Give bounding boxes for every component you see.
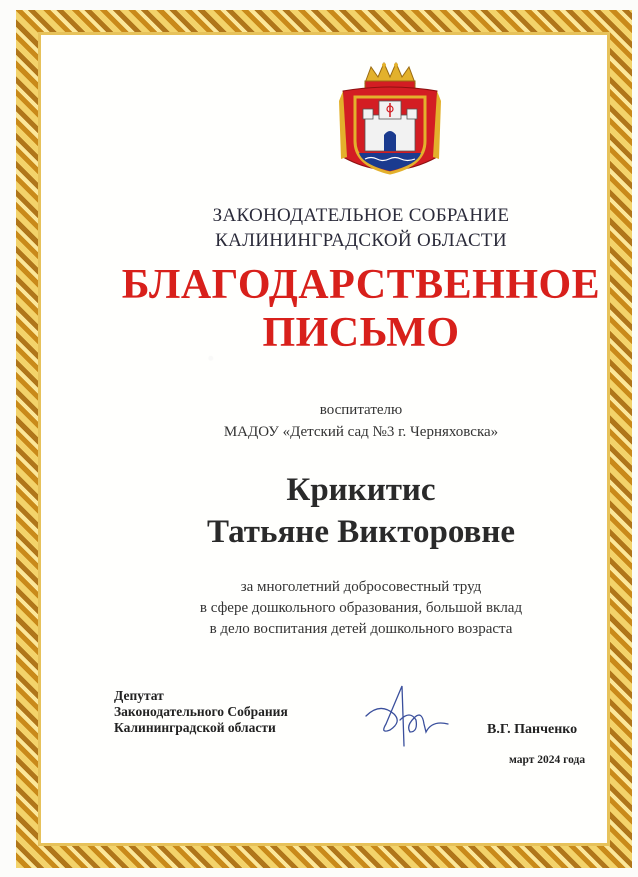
issue-date: март 2024 года (509, 754, 586, 766)
reason-line-3: в дело воспитания детей дошкольного возраста (209, 621, 513, 637)
organization-name (101, 203, 621, 253)
recipient-given-names: Татьяне Викторовне (206, 514, 516, 550)
award-reason (101, 577, 621, 640)
coat-of-arms-icon (337, 61, 443, 179)
title-line-2: ПИСЬМО (262, 310, 460, 356)
signer-name: В.Г. Панченко (487, 722, 578, 737)
recipient-position (101, 399, 621, 443)
reason-line-2: в сфере дошкольного образования, большой вклад (199, 600, 523, 616)
organization-line-2: КАЛИНИНГРАДСКОЙ ОБЛАСТИ (215, 230, 507, 251)
recipient-institution: МАДОУ «Детский сад №3 г. Черняховска» (223, 424, 499, 440)
handwritten-signature (362, 680, 452, 750)
organization-line-1: ЗАКОНОДАТЕЛЬНОЕ СОБРАНИЕ (212, 205, 510, 226)
reason-line-1: за многолетний добросовестный труд (240, 579, 482, 595)
signer-title-line-2: Законодательного Собрания (114, 704, 288, 719)
recipient-name (101, 469, 621, 553)
signer-title-line-3: Калининградской области (114, 720, 276, 735)
signer-title-line-1: Депутат (114, 688, 164, 703)
recipient-surname: Крикитис (286, 472, 436, 508)
title-line-1: БЛАГОДАРСТВЕННОЕ (121, 262, 601, 308)
signer-position (114, 688, 288, 736)
recipient-role: воспитателю (319, 402, 403, 418)
document-title (101, 261, 621, 357)
